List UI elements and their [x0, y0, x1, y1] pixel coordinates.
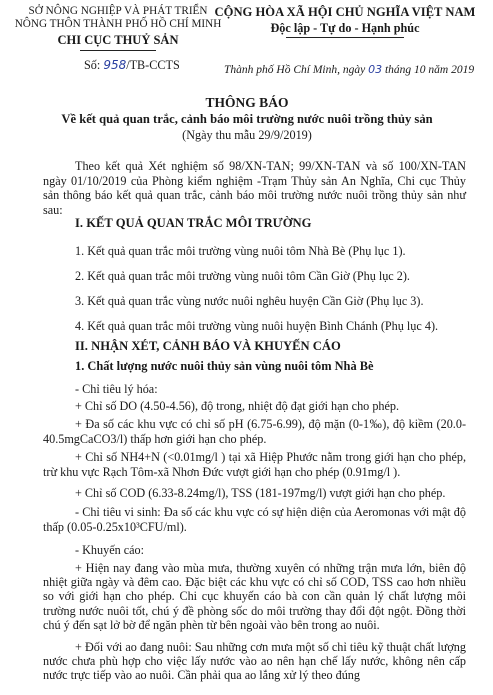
date-suffix: tháng 10 năm 2019: [384, 64, 475, 76]
document-number: [84, 58, 180, 73]
section2-heading: II. NHẬN XÉT, CẢNH BÁO VÀ KHUYẾN CÁO: [75, 339, 341, 353]
micro-indicators: - Chỉ tiêu vi sinh: Đa số các khu vực có sự hiện diện của Aeromonas với mật độ thấp (0.05-0.25x10³CFU/ml).: [43, 505, 466, 534]
motto: Độc lập - Tự do - Hạnh phúc: [270, 21, 420, 35]
notice-subtitle: Về kết quả quan trắc, cảnh báo môi trường nước nuôi trồng thủy sản: [61, 112, 433, 126]
intro-paragraph: Theo kết quả Xét nghiệm số 98/XN-TAN; 99/XN-TAN và số 100/XN-TAN ngày 01/10/2019 của Phòng kiểm nghiệm -Trạm Thủy sản An Nghĩa, Chi cục Thủy sản thông báo kết quả quan trắc, cảnh báo môi trường nước nuôi trồng thủy sản như sau:: [43, 159, 466, 217]
agency-underline: [80, 50, 156, 51]
section1-item-4: 4. Kết quả quan trắc môi trường vùng nuôi huyện Bình Chánh (Phụ lục 4).: [75, 319, 439, 333]
advice-label: - Khuyến cáo:: [75, 543, 145, 557]
chem-do: + Chỉ số DO (4.50-4.56), độ trong, nhiệt độ đạt giới hạn cho phép.: [75, 399, 400, 413]
section2-sub1-heading: 1. Chất lượng nước nuôi thủy sản vùng nuôi tôm Nhà Bè: [75, 359, 374, 373]
document-date: [224, 63, 474, 76]
advice-paragraph-1: + Hiện nay đang vào mùa mưa, thường xuyên có những trận mưa lớn, biên độ nhiệt giữa ngày và đêm cao. Đặc biệt các khu vực có chỉ số COD, TSS cao hơn nhiều so với giới hạn cho phép. Chi cục khuyến cáo bà con cần quản lý chất lượng môi trường nước nuôi tốt, chú ý đề phòng sốc do môi trường thay đổi đột ngột. Đồng thời chú ý đến sạt lở bờ để ngăn phèn từ bên ngoài vào bên trong ao nuôi.: [43, 561, 466, 632]
date-prefix: Thành phố Hồ Chí Minh, ngày: [224, 64, 366, 76]
chem-cod: + Chỉ số COD (6.33-8.24mg/l), TSS (181-197mg/l) vượt giới hạn cho phép.: [75, 486, 446, 500]
section1-item-1: 1. Kết quả quan trắc môi trường vùng nuôi tôm Nhà Bè (Phụ lục 1).: [75, 244, 406, 258]
date-day-handwritten: 03: [368, 63, 383, 76]
section1-item-3: 3. Kết quả quan trắc vùng nước nuôi nghêu huyện Cần Giờ (Phụ lục 3).: [75, 294, 424, 308]
advice-paragraph-2: + Đối với ao đang nuôi: Sau những cơn mưa một số chỉ tiêu kỹ thuật chất lượng nước chưa phù hợp cho việc lấy nước vào ao nên hạn chế lấy nước, không nên cấp nước trực tiếp vào ao nuôi. Cần phải qua ao lắng xử lý theo đúng: [43, 640, 466, 683]
sample-date-note: (Ngày thu mẫu 29/9/2019): [182, 128, 312, 142]
section1-item-2: 2. Kết quả quan trắc môi trường vùng nuôi tôm Cần Giờ (Phụ lục 2).: [75, 269, 410, 283]
notice-title: THÔNG BÁO: [205, 95, 289, 110]
agency-parent-line2: NÔNG THÔN THÀNH PHỐ HỒ CHÍ MINH: [14, 18, 222, 30]
doc-number-prefix: Số:: [84, 58, 101, 72]
agency-parent-line1: SỞ NÔNG NGHIỆP VÀ PHÁT TRIỂN: [28, 5, 208, 17]
chem-ph: + Đa số các khu vực có chỉ số pH (6.75-6.99), độ mặn (0-1‰), độ kiềm (20.0-40.5mgCaCO3/l) thấp hơn giới hạn cho phép.: [43, 417, 466, 446]
country-name: CỘNG HÒA XÃ HỘI CHỦ NGHĨA VIỆT NAM: [214, 5, 476, 19]
section1-heading: I. KẾT QUẢ QUAN TRẮC MÔI TRƯỜNG: [75, 216, 312, 230]
doc-number-handwritten: 958: [103, 58, 127, 72]
chem-label: - Chỉ tiêu lý hóa:: [75, 382, 158, 396]
agency-name: CHI CỤC THUỶ SẢN: [57, 33, 179, 47]
motto-underline: [286, 37, 404, 38]
doc-number-suffix: /TB-CCTS: [126, 58, 180, 72]
chem-nh4: + Chỉ số NH4+N (<0.01mg/l ) tại xã Hiệp Phước nằm trong giới hạn cho phép, trừ khu vực Rạch Tôm-xã Nhơn Đức vượt giới hạn cho phép (0.91mg/l ).: [43, 450, 466, 479]
